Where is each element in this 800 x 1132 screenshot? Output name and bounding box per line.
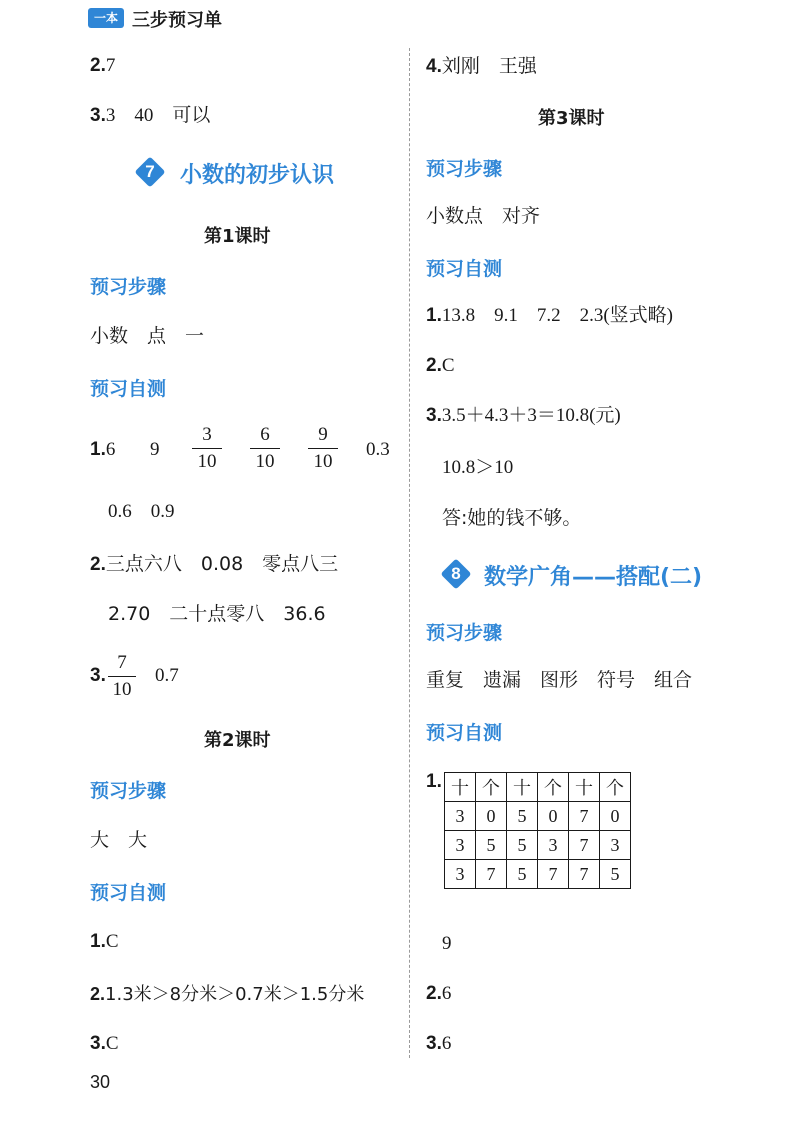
brand-logo: 一本 (88, 8, 124, 28)
chapter8-number: 8 (451, 564, 461, 583)
lesson2-q1: 1.C (90, 931, 119, 952)
chapter8-step-heading: 预习步骤 (426, 622, 503, 644)
right-q4: 4.刘刚 王强 (426, 55, 537, 77)
chapter8-q1-num: 1. (426, 771, 442, 792)
left-q2: 2.7 (90, 55, 116, 76)
lesson1-q1: 1.6 (90, 439, 116, 460)
chapter8-badge (442, 560, 470, 588)
header-title: 三步预习单 (132, 10, 222, 31)
lesson1-q1-c: 0.3 (366, 439, 390, 460)
table-cell: 7 (476, 860, 507, 889)
fraction-7-10: 7 10 (108, 652, 136, 701)
table-cell: 7 (569, 831, 600, 860)
chapter7-badge (136, 158, 164, 186)
page-number: 30 (90, 1072, 111, 1092)
table-row (445, 831, 631, 860)
lesson3-title: 第3课时 (538, 108, 605, 129)
lesson2-q2: 2.1.3米＞8分米＞0.7米＞1.5分米 (90, 984, 365, 1005)
lesson3-q1: 1.13.8 9.1 7.2 2.3(竖式略) (426, 305, 674, 326)
lesson2-step-heading: 预习步骤 (90, 780, 167, 802)
lesson1-q2-line2: 2.70 二十点零八 36.6 (108, 603, 326, 625)
lesson1-title: 第1课时 (204, 226, 271, 247)
table-cell: 5 (507, 831, 538, 860)
table-cell: 3 (538, 831, 569, 860)
table-header-cell: 个 (538, 773, 569, 802)
table-header-cell: 个 (600, 773, 631, 802)
lesson3-q3-line2: 10.8＞10 (442, 457, 514, 478)
chapter7-title: 小数的初步认识 (180, 163, 335, 188)
lesson3-step-text: 小数点 对齐 (426, 205, 541, 227)
lesson1-q1-b: 9 (150, 439, 160, 460)
left-q3: 3.3 40 可以 (90, 105, 211, 126)
table-cell: 5 (507, 860, 538, 889)
table-cell: 3 (445, 831, 476, 860)
lesson1-q3: 3. (90, 665, 106, 686)
lesson2-step-text: 大 大 (90, 829, 148, 851)
chapter8-q2: 2.6 (426, 983, 452, 1004)
table-header-cell: 十 (569, 773, 600, 802)
column-divider (409, 48, 410, 1058)
chapter8-q1-after: 9 (442, 933, 452, 954)
table-cell: 0 (600, 802, 631, 831)
lesson1-step-heading: 预习步骤 (90, 276, 167, 298)
chapter8-q3: 3.6 (426, 1033, 452, 1054)
table-cell: 5 (507, 802, 538, 831)
lesson2-title: 第2课时 (204, 730, 271, 751)
table-header-cell: 十 (507, 773, 538, 802)
lesson1-test-heading: 预习自测 (90, 378, 167, 400)
table-cell: 7 (569, 802, 600, 831)
table-cell: 3 (445, 802, 476, 831)
table-cell: 7 (569, 860, 600, 889)
table-header-cell: 十 (445, 773, 476, 802)
lesson2-q3: 3.C (90, 1033, 119, 1054)
lesson1-step-text: 小数 点 一 (90, 325, 205, 347)
table-row (445, 860, 631, 889)
lesson2-test-heading: 预习自测 (90, 882, 167, 904)
table-row (445, 802, 631, 831)
table-cell: 3 (445, 860, 476, 889)
chapter8-title: 数学广角——搭配(二) (484, 565, 703, 590)
table-cell: 5 (600, 860, 631, 889)
lesson3-step-heading: 预习步骤 (426, 158, 503, 180)
table-header-cell: 个 (476, 773, 507, 802)
table-cell: 0 (538, 802, 569, 831)
lesson1-q2: 2.三点六八 0.08 零点八三 (90, 553, 339, 575)
lesson3-q2: 2.C (426, 355, 455, 376)
lesson1-q1-line2: 0.6 0.9 (108, 501, 175, 522)
fraction-9-10: 9 10 (308, 424, 338, 473)
lesson3-q3: 3.3.5＋4.3＋3＝10.8(元) (426, 405, 621, 426)
number-grid (444, 772, 631, 889)
table-cell: 5 (476, 831, 507, 860)
fraction-6-10: 6 10 (250, 424, 280, 473)
chapter7-number: 7 (145, 162, 155, 181)
table-header-row (445, 773, 631, 802)
lesson3-test-heading: 预习自测 (426, 258, 503, 280)
table-cell: 7 (538, 860, 569, 889)
fraction-3-10: 3 10 (192, 424, 222, 473)
lesson3-q3-answer: 答:她的钱不够。 (442, 507, 582, 529)
lesson1-q3-after: 0.7 (155, 665, 179, 686)
table-cell: 3 (600, 831, 631, 860)
table-cell: 0 (476, 802, 507, 831)
chapter8-test-heading: 预习自测 (426, 722, 503, 744)
chapter8-step-text: 重复 遗漏 图形 符号 组合 (426, 669, 693, 691)
